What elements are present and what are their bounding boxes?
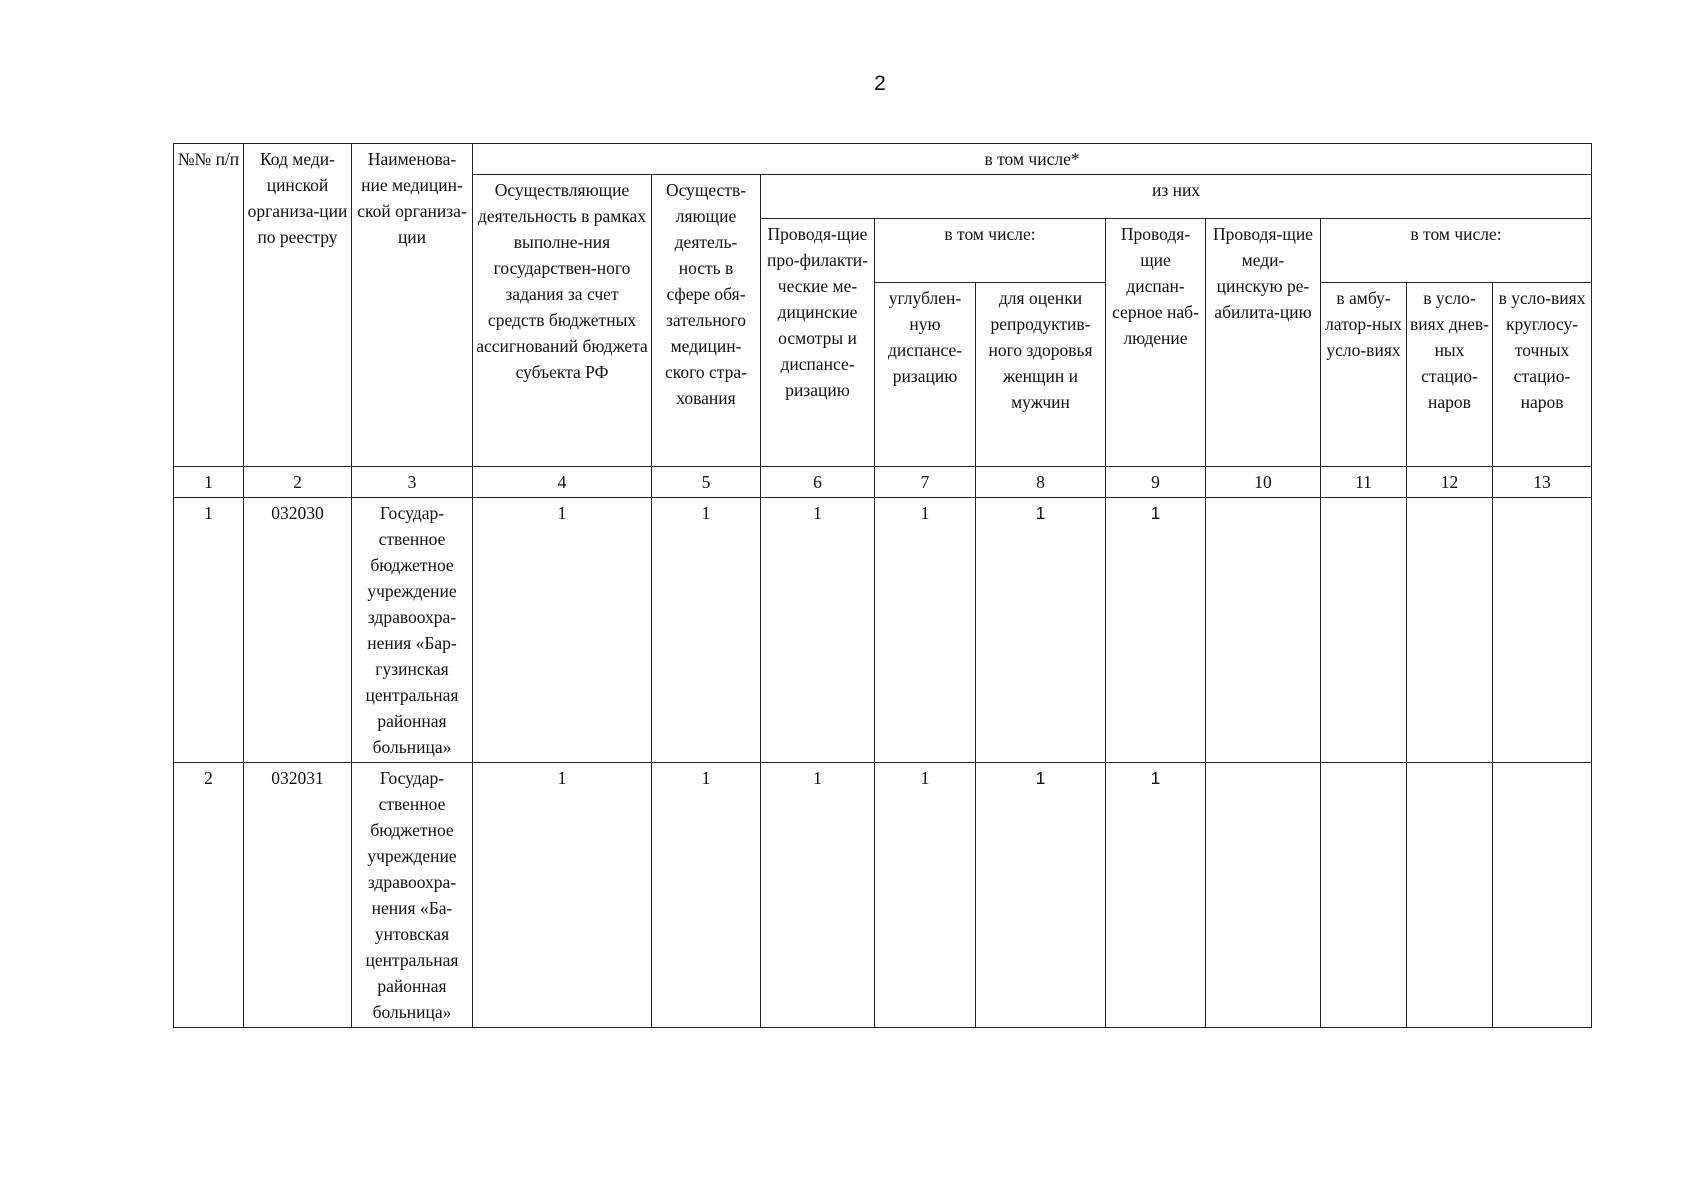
page-number: 2	[874, 72, 886, 95]
value-cell: 1	[761, 763, 875, 1028]
value-cell: 1	[473, 763, 652, 1028]
header-reproductive-health: для оценки репродуктив-ного здоровья женщин и мужчин	[976, 283, 1106, 467]
medical-organizations-table	[173, 143, 1592, 1028]
value-cell	[1321, 763, 1407, 1028]
value-cell: 1	[761, 498, 875, 763]
org-code-cell: 032031	[244, 763, 352, 1028]
row-number-cell: 2	[174, 763, 244, 1028]
header-row-number: №№ п/п	[174, 144, 244, 467]
column-number: 2	[244, 467, 352, 498]
column-number: 3	[352, 467, 473, 498]
header-group-including: в том числе*	[473, 144, 1592, 175]
column-number: 8	[976, 467, 1106, 498]
header-org-code: Код меди-цинской организа-ции по реестру	[244, 144, 352, 467]
value-cell	[1321, 498, 1407, 763]
column-number: 10	[1206, 467, 1321, 498]
header-group-including-1: в том числе:	[875, 219, 1106, 283]
header-rehabilitation: Проводя-щие меди-цинскую ре-абилита-цию	[1206, 219, 1321, 467]
value-cell: 1	[976, 498, 1106, 763]
value-cell: 1	[473, 498, 652, 763]
org-code-cell: 032030	[244, 498, 352, 763]
column-number: 12	[1407, 467, 1493, 498]
value-cell: 1	[652, 763, 761, 1028]
header-round-the-clock-hospital: в усло-виях круглосу-точных стацио-наров	[1493, 283, 1592, 467]
value-cell	[1493, 763, 1592, 1028]
value-cell: 1	[1106, 763, 1206, 1028]
header-in-depth-dispensary: углублен-ную диспансе-ризацию	[875, 283, 976, 467]
table-row	[174, 763, 1592, 1028]
value-cell: 1	[875, 763, 976, 1028]
column-number: 7	[875, 467, 976, 498]
header-state-assignment: Осуществляющие деятельность в рамках выполне-ния государствен-ного задания за счет средств бюджетных ассигнований бюджета субъекта РФ	[473, 175, 652, 467]
row-number-cell: 1	[174, 498, 244, 763]
table-row	[174, 498, 1592, 763]
column-number: 9	[1106, 467, 1206, 498]
value-cell: 1	[1106, 498, 1206, 763]
header-group-of-them: из них	[761, 175, 1592, 219]
value-cell	[1206, 498, 1321, 763]
value-cell: 1	[652, 498, 761, 763]
column-number: 4	[473, 467, 652, 498]
header-outpatient: в амбу-латор-ных усло-виях	[1321, 283, 1407, 467]
value-cell: 1	[875, 498, 976, 763]
value-cell	[1407, 498, 1493, 763]
value-cell	[1206, 763, 1321, 1028]
column-number: 13	[1493, 467, 1592, 498]
header-compulsory-insurance: Осуществ-ляющие деятель-ность в сфере обя-зательного медицин-ского стра-хования	[652, 175, 761, 467]
column-number: 1	[174, 467, 244, 498]
header-group-including-2: в том числе:	[1321, 219, 1592, 283]
org-name-cell: Государ-ственное бюджетное учреждение здравоохра-нения «Бар-гузинская центральная районная больница»	[352, 498, 473, 763]
header-dispensary-observation: Проводя-щие диспан-серное наб-людение	[1106, 219, 1206, 467]
value-cell	[1407, 763, 1493, 1028]
header-row-1	[174, 144, 1592, 175]
column-number: 6	[761, 467, 875, 498]
header-preventive-exams: Проводя-щие про-филакти-ческие ме-дицинские осмотры и диспансе-ризацию	[761, 219, 875, 467]
org-name-cell: Государ-ственное бюджетное учреждение здравоохра-нения «Ба-унтовская центральная районная больница»	[352, 763, 473, 1028]
header-day-hospital: в усло-виях днев-ных стацио-наров	[1407, 283, 1493, 467]
column-numbers-row	[174, 467, 1592, 498]
column-number: 5	[652, 467, 761, 498]
header-org-name: Наименова-ние медицин-ской организа-ции	[352, 144, 473, 467]
column-number: 11	[1321, 467, 1407, 498]
value-cell	[1493, 498, 1592, 763]
value-cell: 1	[976, 763, 1106, 1028]
